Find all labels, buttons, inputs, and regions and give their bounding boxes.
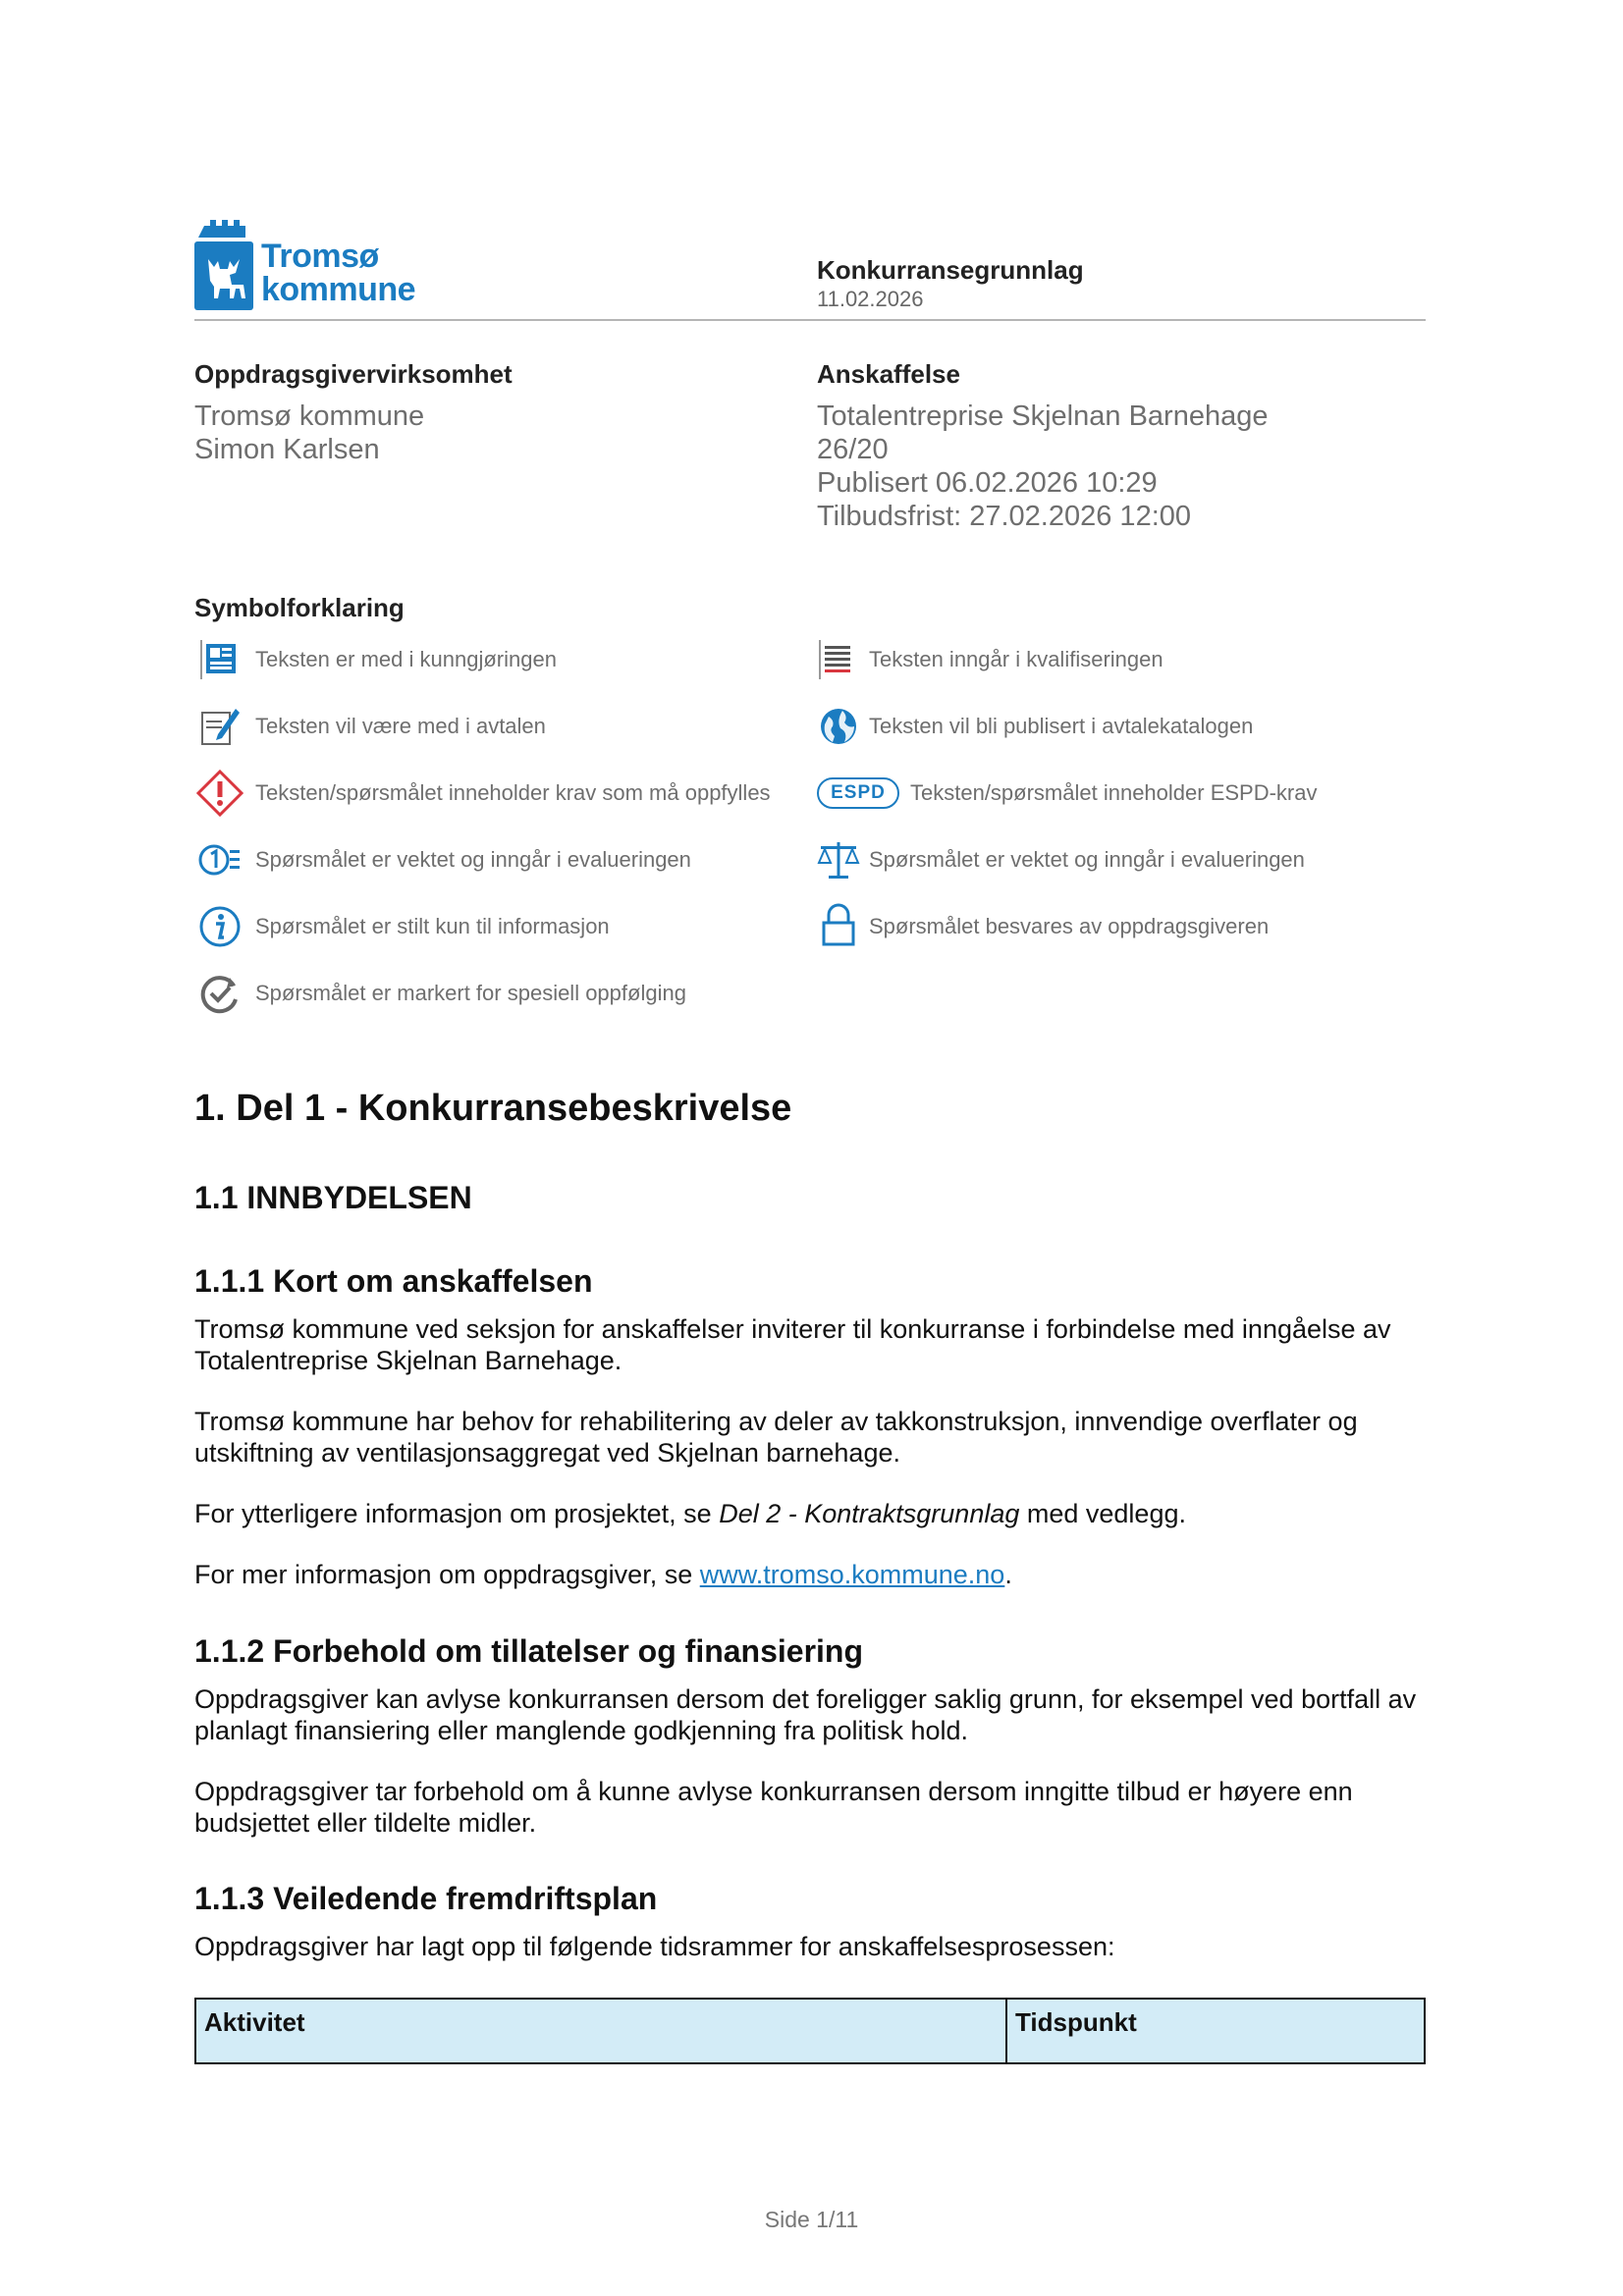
legend-text-requirement: Teksten/spørsmålet inneholder krav som må oppfylles [255, 780, 771, 805]
section-heading-1-1-2: 1.1.2 Forbehold om tillatelser og finansiering [194, 1633, 864, 1669]
section-heading-1-1-1: 1.1.1 Kort om anskaffelsen [194, 1263, 593, 1299]
contract-basis-reference: Del 2 - Kontraktsgrunnlag [719, 1499, 1020, 1528]
client-name: Tromsø kommune [194, 400, 425, 432]
procurement-deadline: Tilbudsfrist: 27.02.2026 12:00 [817, 501, 1192, 532]
contract-edit-icon [196, 703, 243, 750]
timeline-table [194, 1998, 1426, 2064]
espd-badge: ESPD [817, 777, 899, 809]
legend-text-evaluation: Spørsmålet er vektet og inngår i evalueringen [869, 847, 1305, 872]
info-icon [196, 903, 243, 950]
legend-text-catalogue: Teksten vil bli publisert i avtalekatalogen [869, 714, 1254, 738]
symbol-legend-heading: Symbolforklaring [194, 593, 405, 622]
document-type: Konkurransegrunnlag [817, 255, 1084, 285]
legend-text-weighted: Spørsmålet er vektet og inngår i evalueringen [255, 847, 691, 872]
client-heading: Oppdragsgivervirksomhet [194, 359, 513, 389]
paragraph-timeline-intro: Oppdragsgiver har lagt opp til følgende tidsrammer for anskaffelsesprosessen: [194, 1932, 1115, 1961]
procurement-heading: Anskaffelse [817, 359, 960, 389]
qualification-list-icon [815, 636, 862, 683]
text-segment: For ytterligere informasjon om prosjektet, se [194, 1499, 720, 1528]
section-heading-1-1-3: 1.1.3 Veiledende fremdriftsplan [194, 1881, 658, 1916]
paragraph-budget-reservation: Oppdragsgiver tar forbehold om å kunne avlyse konkurransen dersom inngitte tilbud er høyere enn budsjettet eller tildelte midler. [194, 1777, 1353, 1838]
text-segment: For mer informasjon om oppdragsgiver, se [194, 1560, 700, 1589]
scales-icon [815, 836, 862, 883]
lock-icon [815, 901, 862, 948]
table-header-row [195, 1999, 1425, 2063]
procurement-published: Publisert 06.02.2026 10:29 [817, 467, 1158, 499]
text-segment: med vedlegg. [1019, 1499, 1186, 1528]
column-header-time: Tidspunkt [1006, 1999, 1425, 2063]
column-header-activity: Aktivitet [195, 1999, 1006, 2063]
legend-text-lock: Spørsmålet besvares av oppdragsgiveren [869, 914, 1270, 938]
procurement-ref: 26/20 [817, 434, 889, 465]
section-heading-1-1: 1.1 INNBYDELSEN [194, 1180, 472, 1215]
legend-text-follow-up: Spørsmålet er markert for spesiell oppfølging [255, 981, 686, 1005]
announcement-icon [196, 636, 243, 683]
warning-icon [196, 770, 243, 817]
section-heading-1: 1. Del 1 - Konkurransebeskrivelse [194, 1088, 792, 1129]
paragraph-intro: Tromsø kommune ved seksjon for anskaffelser inviterer til konkurranse i forbindelse med inngåelse av Totalentreprise Skjelnan Barnehage. [194, 1314, 1391, 1375]
document-date: 11.02.2026 [817, 287, 924, 311]
website-link[interactable]: www.tromso.kommune.no [699, 1560, 1005, 1589]
legend-text-info: Spørsmålet er stilt kun til informasjon [255, 914, 610, 938]
legend-text-qualification: Teksten inngår i kvalifiseringen [869, 647, 1163, 671]
weighted-list-icon [196, 836, 243, 883]
legend-text-espd: Teksten/spørsmålet inneholder ESPD-krav [910, 780, 1318, 805]
paragraph-client-info [194, 1559, 1432, 1590]
logo-text-line1: Tromsø [261, 238, 379, 275]
paragraph-cancellation: Oppdragsgiver kan avlyse konkurransen dersom det foreligger saklig grunn, for eksempel ved bortfall av planlagt finansiering eller manglende godkjenning fra politisk hold. [194, 1684, 1417, 1745]
tromso-kommune-logo [194, 220, 430, 310]
procurement-title: Totalentreprise Skjelnan Barnehage [817, 400, 1269, 432]
legend-text-announcement: Teksten er med i kunngjøringen [255, 647, 557, 671]
paragraph-needs: Tromsø kommune har behov for rehabilitering av deler av takkonstruksjon, innvendige overflater og utskiftning av ventilasjonsaggregat ved Skjelnan barnehage. [194, 1407, 1358, 1468]
header-divider [194, 319, 1426, 321]
legend-text-contract: Teksten vil være med i avtalen [255, 714, 546, 738]
paragraph-project-info [194, 1498, 1432, 1529]
text-segment: . [1004, 1560, 1012, 1589]
reindeer-crest-icon [194, 220, 253, 310]
logo-text-line2: kommune [261, 271, 416, 308]
client-contact: Simon Karlsen [194, 434, 380, 465]
page-number: Side 1/11 [764, 2207, 859, 2232]
globe-icon [815, 703, 862, 750]
follow-up-icon [196, 970, 243, 1017]
